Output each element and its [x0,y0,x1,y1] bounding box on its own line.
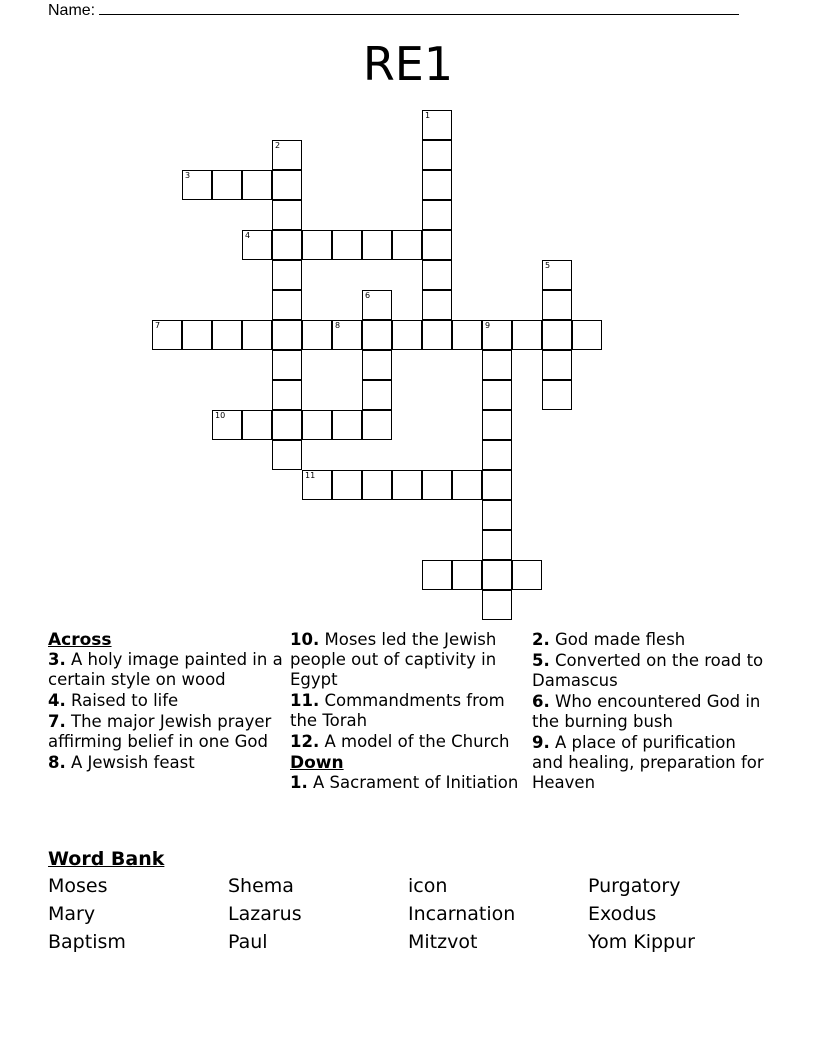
grid-cell[interactable] [422,290,452,320]
clue-text: A Jewsish feast [71,753,195,772]
grid-cell[interactable] [422,200,452,230]
grid-cell[interactable] [302,230,332,260]
word-bank-column-2 [228,874,302,954]
clue-number: 3. [48,650,66,669]
grid-cell[interactable] [482,560,512,590]
grid-cell[interactable] [272,290,302,320]
clue-number: 8. [48,753,66,772]
grid-cell[interactable] [452,320,482,350]
grid-cell[interactable] [272,170,302,200]
clue-number: 4. [48,691,66,710]
grid-cell[interactable] [482,320,512,350]
grid-cell[interactable] [482,530,512,560]
grid-cell[interactable] [152,320,182,350]
clue-number: 5. [532,651,550,670]
grid-cell[interactable] [332,320,362,350]
clue-text: Raised to life [71,691,179,710]
grid-cell[interactable] [212,410,242,440]
grid-cell[interactable] [392,320,422,350]
clue-number: 7. [48,712,66,731]
grid-cell[interactable] [422,560,452,590]
clue-text: Who encountered God in the burning bush [532,692,761,731]
grid-cell[interactable] [302,410,332,440]
grid-cell[interactable] [422,470,452,500]
cell-number: 10 [215,411,226,420]
cell-number: 7 [155,321,161,330]
grid-cell[interactable] [422,230,452,260]
grid-cell[interactable] [272,320,302,350]
cell-number: 2 [275,141,281,150]
grid-cell[interactable] [512,320,542,350]
clue-number: 6. [532,692,550,711]
word-bank-column-3 [408,874,515,954]
grid-cell[interactable] [362,410,392,440]
grid-cell[interactable] [212,320,242,350]
grid-cell[interactable] [422,140,452,170]
grid-cell[interactable] [542,380,572,410]
word-bank-item: icon [408,875,448,897]
clue-down-5 [532,651,772,691]
clue-across-8 [48,753,284,773]
grid-cell[interactable] [452,560,482,590]
grid-cell[interactable] [272,410,302,440]
clue-down-6 [532,692,772,732]
name-label: Name: [48,2,96,19]
cell-number: 4 [245,231,251,240]
grid-cell[interactable] [362,470,392,500]
grid-cell[interactable] [212,170,242,200]
clue-number: 2. [532,630,550,649]
clue-text: The major Jewish prayer affirming belief in one God [48,712,272,751]
clue-text: A place of purification and healing, preparation for Heaven [532,733,764,792]
clue-number: 10. [290,630,320,649]
cell-number: 1 [425,111,431,120]
cell-number: 8 [335,321,341,330]
grid-cell[interactable] [182,170,212,200]
word-bank-item: Mitzvot [408,931,478,953]
down-heading: Down [290,753,344,773]
across-heading: Across [48,630,112,650]
grid-cell[interactable] [272,230,302,260]
word-bank-column-4 [588,874,695,954]
grid-cell[interactable] [272,140,302,170]
clue-across-11 [290,691,526,731]
grid-cell[interactable] [242,230,272,260]
clue-text: Converted on the road to Damascus [532,651,764,690]
word-bank-column-1 [48,874,126,954]
grid-cell[interactable] [512,560,542,590]
word-bank-item: Lazarus [228,903,302,925]
grid-cell[interactable] [422,320,452,350]
clue-down-9 [532,733,772,793]
clues-column-3 [532,630,772,794]
grid-cell[interactable] [452,470,482,500]
clue-number: 11. [290,691,320,710]
grid-cell[interactable] [482,500,512,530]
word-bank-item: Baptism [48,931,126,953]
grid-cell[interactable] [242,320,272,350]
page-title: RE1 [362,37,454,91]
grid-cell[interactable] [542,350,572,380]
grid-cell[interactable] [302,320,332,350]
clue-number: 1. [290,773,308,792]
grid-cell[interactable] [362,350,392,380]
grid-cell[interactable] [542,290,572,320]
grid-cell[interactable] [422,170,452,200]
clue-text: Moses led the Jewish people out of captivity in Egypt [290,630,497,689]
grid-cell[interactable] [482,470,512,500]
grid-cell[interactable] [272,200,302,230]
grid-cell[interactable] [572,320,602,350]
clue-across-10 [290,630,526,690]
grid-cell[interactable] [392,230,422,260]
cell-number: 5 [545,261,551,270]
word-bank-item: Purgatory [588,875,681,897]
clue-across-4 [48,691,284,711]
word-bank-item: Exodus [588,903,657,925]
cell-number: 11 [305,471,316,480]
clue-text: A holy image painted in a certain style on wood [48,650,283,689]
clue-number: 12. [290,732,320,751]
cell-number: 3 [185,171,191,180]
grid-cell[interactable] [242,410,272,440]
word-bank-item: Moses [48,875,108,897]
grid-cell[interactable] [362,290,392,320]
grid-cell[interactable] [242,170,272,200]
clue-down-1 [290,773,526,793]
cell-number: 9 [485,321,491,330]
clue-text: God made flesh [555,630,686,649]
grid-cell[interactable] [332,470,362,500]
clue-across-12 [290,732,526,752]
clue-text: A Sacrament of Initiation [313,773,519,792]
grid-cell[interactable] [272,440,302,470]
clue-across-3 [48,650,284,690]
grid-cell[interactable] [272,380,302,410]
word-bank-item: Shema [228,875,294,897]
grid-cell[interactable] [542,320,572,350]
grid-cell[interactable] [422,260,452,290]
grid-cell[interactable] [482,350,512,380]
grid-cell[interactable] [362,230,392,260]
word-bank-item: Mary [48,903,96,925]
clue-text: A model of the Church [324,732,510,751]
grid-cell[interactable] [332,230,362,260]
grid-cell[interactable] [272,260,302,290]
grid-cell[interactable] [392,470,422,500]
clue-down-2 [532,630,772,650]
word-bank-item: Yom Kippur [588,931,695,953]
grid-cell[interactable] [302,470,332,500]
grid-cell[interactable] [482,380,512,410]
clues-column-2 [290,630,526,794]
cell-number: 6 [365,291,371,300]
clue-across-7 [48,712,284,752]
grid-cell[interactable] [362,320,392,350]
clue-number: 9. [532,733,550,752]
grid-cell[interactable] [482,440,512,470]
grid-cell[interactable] [422,110,452,140]
grid-cell[interactable] [332,410,362,440]
clue-text: Commandments from the Torah [290,691,505,730]
grid-cell[interactable] [482,410,512,440]
grid-cell[interactable] [182,320,212,350]
clues-column-1 [48,630,284,774]
grid-cell[interactable] [272,350,302,380]
word-bank-heading: Word Bank [48,848,165,870]
grid-cell[interactable] [482,590,512,620]
word-bank-item: Incarnation [408,903,516,925]
grid-cell[interactable] [362,380,392,410]
grid-cell[interactable] [542,260,572,290]
word-bank-item: Paul [228,931,268,953]
